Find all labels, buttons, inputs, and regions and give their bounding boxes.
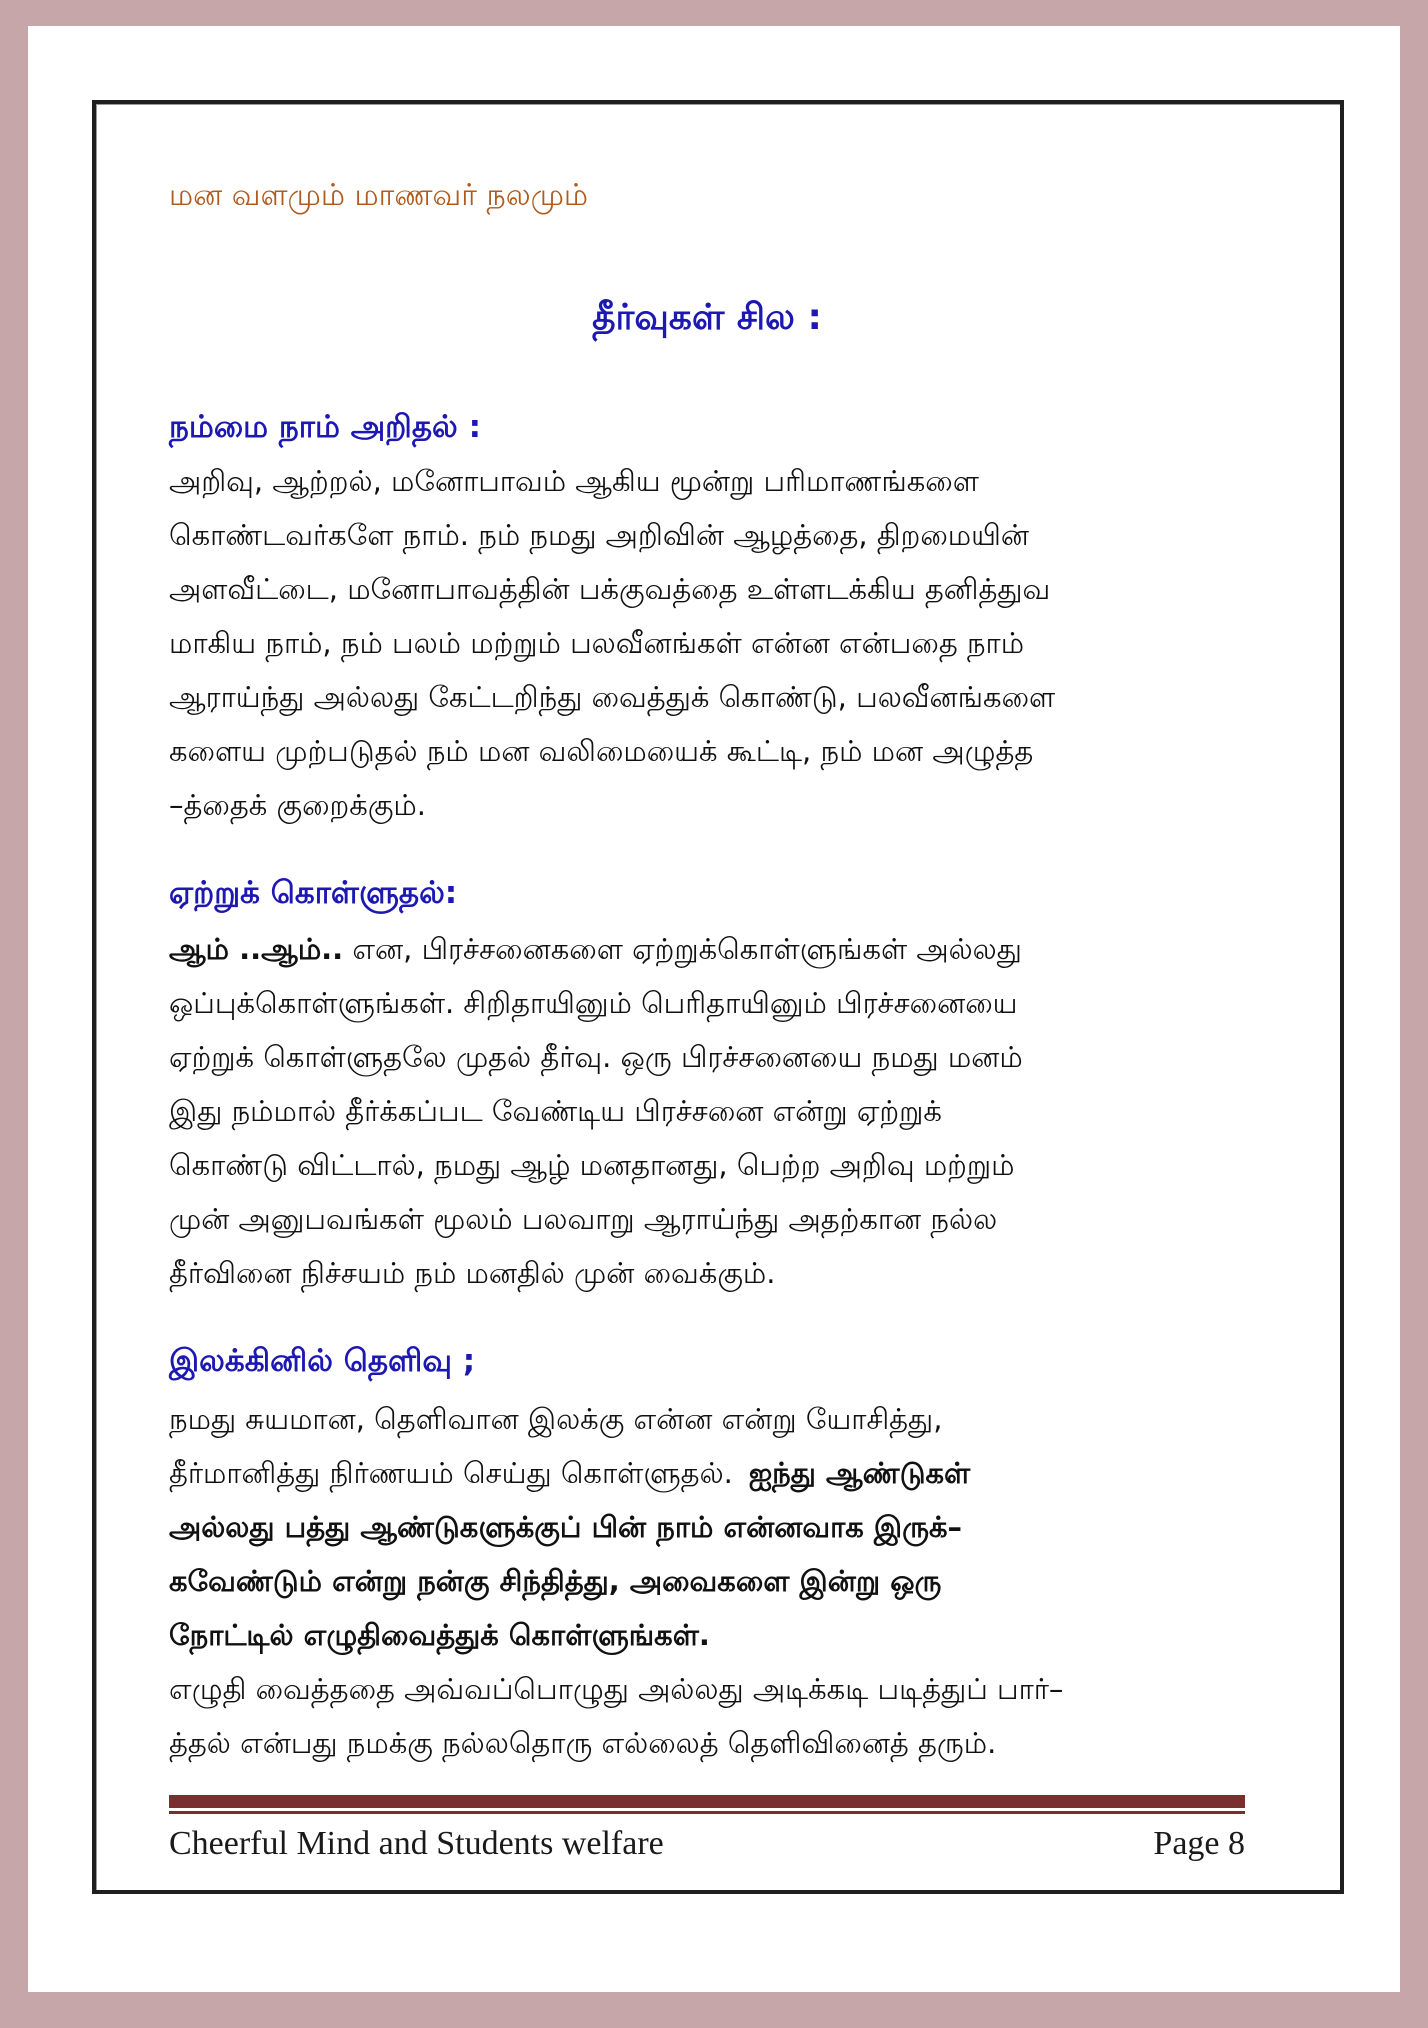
footer-rule-thick-bar <box>169 1795 1245 1808</box>
paragraph-knowing-ourselves <box>169 454 1245 832</box>
bold-run: ஐந்து ஆண்டுகள் <box>748 1456 971 1490</box>
body-line: மாகிய நாம், நம் பலம் மற்றும் பலவீனங்கள் என்ன என்பதை நாம் <box>169 626 1025 660</box>
paragraph-acceptance <box>169 922 1245 1300</box>
body-line <box>169 922 1245 976</box>
body-line: கொண்டவர்களே நாம். நம் நமது அறிவின் ஆழத்தை, திறமையின் <box>169 518 1030 552</box>
page-content <box>96 104 1340 1866</box>
body-line: அறிவு, ஆற்றல், மனோபாவம் ஆகிய மூன்று பரிமாணங்களை <box>169 464 979 498</box>
section-heading-goal-clarity: இலக்கினில் தெளிவு ; <box>169 1343 476 1379</box>
body-line <box>169 1446 1245 1500</box>
text-run: என, பிரச்சனைகளை ஏற்றுக்கொள்ளுங்கள் அல்லது <box>343 932 1022 966</box>
footer-book-title: Cheerful Mind and Students welfare <box>169 1825 664 1862</box>
body-line: களைய முற்படுதல் நம் மன வலிமையைக் கூட்டி, நம் மன அழுத்த <box>169 734 1034 768</box>
footer-rule <box>169 1795 1245 1814</box>
body-line: தீர்வினை நிச்சயம் நம் மனதில் முன் வைக்கும். <box>169 1256 776 1290</box>
footer-page-number: Page 8 <box>1153 1825 1245 1862</box>
body-line: இது நம்மால் தீர்க்கப்பட வேண்டிய பிரச்சனை என்று ஏற்றுக் <box>169 1094 942 1128</box>
text-run: தீர்மானித்து நிர்ணயம் செய்து கொள்ளுதல். <box>169 1456 733 1490</box>
bold-run: ஆம் ..ஆம்.. <box>169 932 344 966</box>
body-line: கொண்டு விட்டால், நமது ஆழ் மனதானது, பெற்ற அறிவு மற்றும் <box>169 1148 1015 1182</box>
body-line: ஆராய்ந்து அல்லது கேட்டறிந்து வைத்துக் கொண்டு, பலவீனங்களை <box>169 680 1056 714</box>
body-line: முன் அனுபவங்கள் மூலம் பலவாறு ஆராய்ந்து அதற்கான நல்ல <box>169 1202 998 1236</box>
body-line: அளவீட்டை, மனோபாவத்தின் பக்குவத்தை உள்ளடக்கிய தனித்துவ <box>169 572 1051 606</box>
body-line: –த்தைக் குறைக்கும். <box>169 788 426 822</box>
page-footer <box>169 1822 1245 1866</box>
body-line: நமது சுயமான, தெளிவான இலக்கு என்ன என்று யோசித்து, <box>169 1402 943 1436</box>
body-line-bold: நோட்டில் எழுதிவைத்துக் கொள்ளுங்கள். <box>169 1618 710 1652</box>
body-line-bold: அல்லது பத்து ஆண்டுகளுக்குப் பின் நாம் என்னவாக இருக்– <box>169 1510 962 1544</box>
document-page <box>92 100 1344 1894</box>
page-title: தீர்வுகள் சில : <box>592 297 822 338</box>
body-line: ஒப்புக்கொள்ளுங்கள். சிறிதாயினும் பெரிதாயினும் பிரச்சனையை <box>169 986 1018 1020</box>
footer-rule-thin-bar <box>169 1811 1245 1814</box>
section-heading-acceptance: ஏற்றுக் கொள்ளுதல்: <box>169 875 458 911</box>
paragraph-goal-clarity <box>169 1392 1245 1770</box>
body-line-bold: கவேண்டும் என்று நன்கு சிந்தித்து, அவைகளை இன்று ஒரு <box>169 1564 942 1598</box>
section-heading-knowing-ourselves: நம்மை நாம் அறிதல் : <box>169 409 481 445</box>
running-header: மன வளமும் மாணவர் நலமும் <box>169 178 589 213</box>
body-line: ஏற்றுக் கொள்ளுதலே முதல் தீர்வு. ஒரு பிரச்சனையை நமது மனம் <box>169 1040 1023 1074</box>
body-line: த்தல் என்பது நமக்கு நல்லதொரு எல்லைத் தெளிவினைத் தரும். <box>169 1726 997 1760</box>
body-line: எழுதி வைத்ததை அவ்வப்பொழுது அல்லது அடிக்கடி படித்துப் பார்– <box>169 1672 1064 1706</box>
